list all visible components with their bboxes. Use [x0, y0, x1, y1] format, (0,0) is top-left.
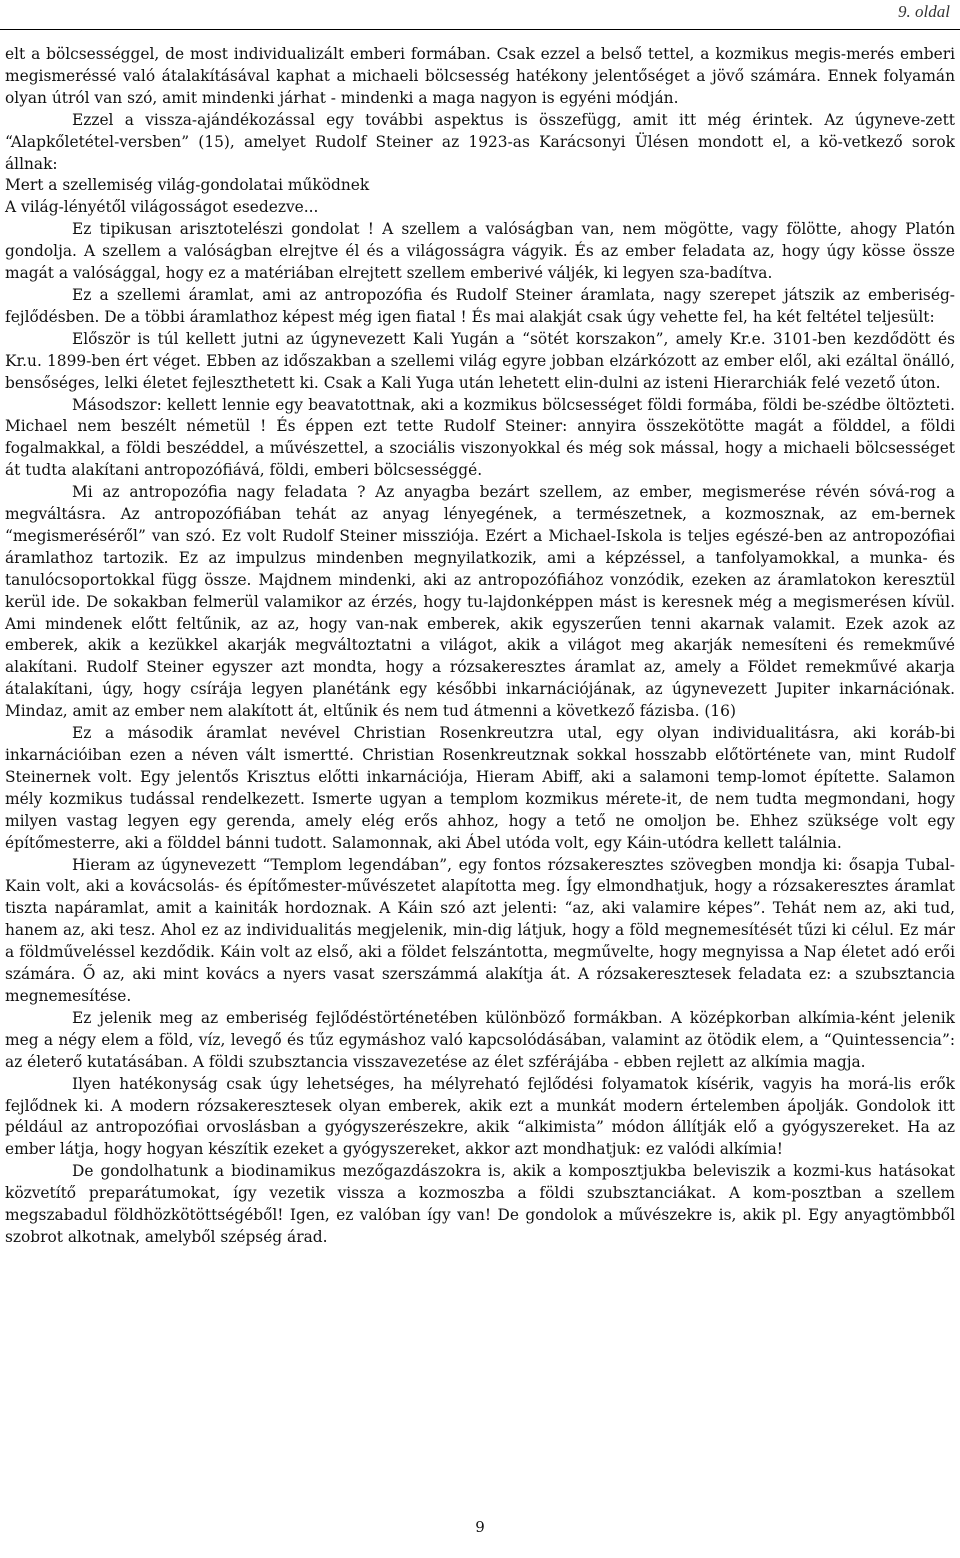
- quote-line-1: Mert a szellemiség világ-gondolatai működnek: [5, 176, 370, 195]
- paragraph-12: De gondolhatunk a biodinamikus mezőgazdászokra is, akik a komposztjukba beleviszik a kozmi-kus hatásokat közvetítő preparátumokat, így vezetik vissza a kozmoszba a földi szubsztanciákat. A kom-posztban a szellem megszabadul földhözkötöttségéből! Igen, ez valóban így van! De gondolok a művészekre is, akik pl. Egy anyagtömbből szobrot alkotnak, amelyből szépség árad.: [5, 1162, 955, 1246]
- paragraph-9: Hieram az úgynevezett “Templom legendában”, egy fontos rózsakeresztes szövegben mondja ki: ősapja Tubal-Kain volt, aki a kovácsolás- és építőmester-művészetet alapította meg. Így elmondhatjuk, hogy a rózsakeresztes áramlat tiszta napáramlat, amit a kainiták hordoznak. A Káin szó azt jelenti: “az, aki valamire képes”. Tehát nem az, aki tud, hanem az, aki tesz. Ahol ez az individualitás megjelenik, min-dig látjuk, hogy a föld megnemesítését tűzi ki célul. Ez már a földműveléssel kezdődik. Káin volt az első, aki a földet felszántotta, megművelte, hogy megnyissa a Nap életet adó erői számára. Ő az, aki mint kovács a nyers vasat szerszámmá alakítja át. A rózsakeresztesek feladata ez: a szubsztancia megnemesítése.: [5, 855, 955, 1005]
- paragraph-11: Ilyen hatékonyság csak úgy lehetséges, ha mélyreható fejlődési folyamatok kísérik, vagyis ha morá-lis erők fejlődnek ki. A modern rózsakeresztesek olyan emberek, akik ezt a munkát modern értelemben ápolják. Gondolok itt például az antropozófiai orvoslásban a gyógyszerészekre, akik “alkimista” módon állítják elő a gyógyszereket. Ha az ember látja, hogy hogyan készítik ezeket a gyógyszereket, akkor azt mondhatjuk: ez valódi alkímia!: [5, 1074, 955, 1159]
- paragraph-10: Ez jelenik meg az emberiség fejlődéstörténetében különböző formákban. A középkorban alkímia-ként jelenik meg a négy elem a föld, víz, levegő és tűz egymáshoz való kapcsolódásában, valamint az ötödik elem, a “Quintessencia”: az életerő kutatásában. A földi szubsztancia visszavezetése az élet szférájába - ebben rejlett az alkímia magja.: [5, 1008, 955, 1071]
- paragraph-1: elt a bölcsességgel, de most individualizált emberi formában. Csak ezzel a belső tettel, a kozmikus megis-merés emberi megismeréssé való átalakításával kaphat a michaeli bölcsesség hatékony jelentőséget a jövő számára. Ennek folyamán olyan útról van szó, amit mindenki járhat - mindenki a maga nagyon is egyéni módján.: [5, 45, 955, 107]
- paragraph-3: Ez tipikusan arisztotelészi gondolat ! A szellem a valóságban van, nem mögötte, vagy fölötte, ahogy Platón gondolja. A szellem a valóságban elrejtve él és a világosságra vágyik. És az ember feladata az, hogy úgy kösse össze magát a valósággal, hogy ez a matériában elrejtett szellem emberivé váljék, ki legyen sza-badítva.: [5, 220, 955, 283]
- quote-line-2: A világ-lényétől világosságot esedezve...: [5, 198, 319, 217]
- page-header-label: 9. oldal: [898, 2, 950, 21]
- paragraph-2: Ezzel a vissza-ajándékozással egy további aspektus is összefügg, amit itt még érintek. Az úgyneve-zett “Alapkőletétel-versben” (15), amelyet Rudolf Steiner az 1923-as Karácsonyi Ülésen mondott el, a kö-vetkező sorok állnak:: [5, 110, 955, 173]
- paragraph-6: Másodszor: kellett lennie egy beavatottnak, aki a kozmikus bölcsességet földi formába, földi be-szédbe öltözteti. Michael nem beszélt németül ! És éppen ezt tette Rudolf Steiner: annyira összekötötte magát a földdel, a földi fogalmakkal, a földi beszéddel, a művészettel, a szociális viszonyokkal és még sok mással, hogy a michaeli bölcsességet át tudta alakítani antropozófiává, földi, emberi bölcsességgé.: [5, 395, 955, 480]
- header-rule: [0, 29, 960, 30]
- paragraph-4: Ez a szellemi áramlat, ami az antropozófia és Rudolf Steiner áramlata, nagy szerepet játszik az emberiség-fejlődésben. De a többi áramlathoz képest még igen fiatal ! És mai alakját csak úgy vehette fel, ha két feltétel teljesült:: [5, 285, 955, 326]
- paragraph-5: Először is túl kellett jutni az úgynevezett Kali Yugán a “sötét korszakon”, amely Kr.e. 3101-ben kezdődött és Kr.u. 1899-ben ért véget. Ebben az időszakban a szellemi világ egyre jobban elzárkózott az ember elől, aki ezáltal önálló, bensőséges, lelki életet fejleszthetett ki. Csak a Kali Yuga után lehetett elin-dulni az isteni Hierarchiák felé vezető úton.: [5, 329, 955, 392]
- page-number: 9: [475, 1518, 485, 1536]
- paragraph-8: Ez a második áramlat nevével Christian Rosenkreutzra utal, egy olyan individualitásra, aki koráb-bi inkarnációiban ezen a néven vált ismertté. Christian Rosenkreutznak sokkal hosszabb előtörténete van, mint Rudolf Steinernek volt. Egy jelentős Krisztus előtti inkarnációja, Hieram Abiff, aki a salamoni temp-lomot építette. Salamon mély kozmikus tudással rendelkezett. Ismerte ugyan a templom kozmikus mérete-it, de nem tudta megmondani, hogy milyen vastag legyen egy gerenda, amely elég erős ahhoz, hogy a tető ne omoljon be. Ehhez szüksége volt egy építőmesterre, aki a földdel bánni tudott. Salamonnak, aki Ábel utóda volt, egy Káin-utódra kellett találnia.: [5, 724, 955, 852]
- page-body: [5, 44, 955, 1249]
- paragraph-7: Mi az antropozófia nagy feladata ? Az anyagba bezárt szellem, az ember, megismerése révén sóvá-rog a megváltásra. Az antropozófiában tehát az anyag lényegének, a természetnek, a kozmosznak, az em-bernek “megismeréséről” van szó. Ez volt Rudolf Steiner missziója. Ezért a Michael-Iskola is teljes egészé-ben az antropozófiai áramlathoz tartozik. Ez az impulzus mindenben megnyilatkozik, ami a képzéssel, a tanfolyamokkal, a munka- és tanulócsoportokkal függ össze. Majdnem mindenki, aki az antropozófiához vonzódik, ezeken az áramlatokon keresztül kerül ide. De sokakban felmerül valamikor az érzés, hogy tu-lajdonképpen mást is keresnek még a megismerésen kívül. Ami mindenek előtt feltűnik, az az, hogy van-nak emberek, akik egyszerűen tenni akarnak valamit. Ezek azok az emberek, akik a kezükkel akarják megváltoztatni a világot, akik a világot meg akarják nemesíteni és remekművé alakítani. Rudolf Steiner egyszer azt mondta, hogy a rózsakeresztes áramlat az, amely a Földet remekművé akarja átalakítani, úgy, hogy csírája legyen planétánk egy későbbi inkarnációjának, az úgynevezett Jupiter inkarnációnak. Mindaz, amit az ember nem alakított át, eltűnik és nem tud átmenni a következő fázisba. (16): [5, 483, 955, 721]
